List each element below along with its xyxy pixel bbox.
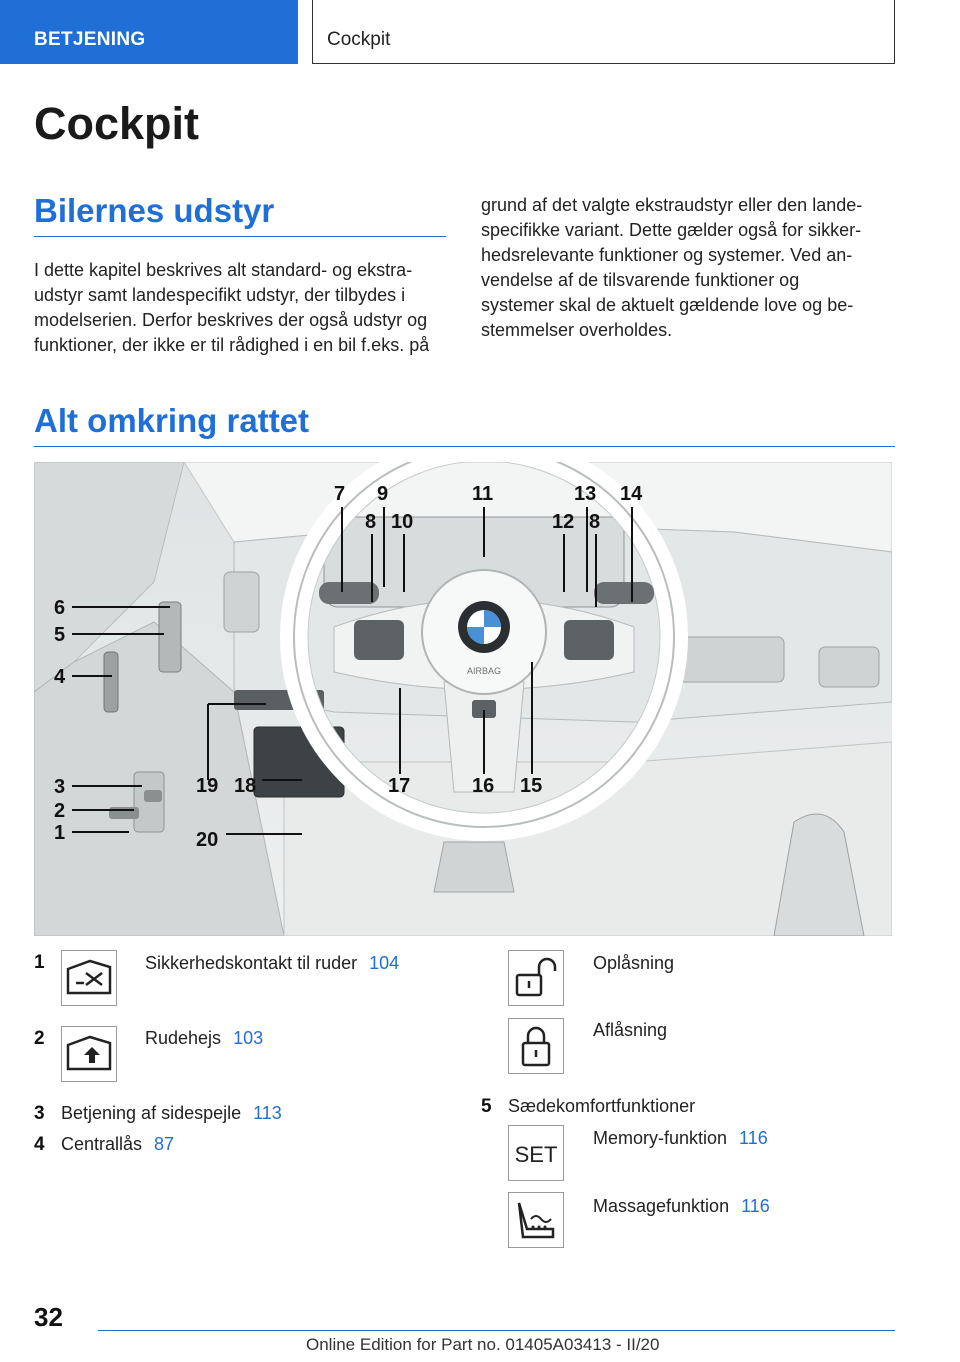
legend-number-5: 5 xyxy=(481,1096,492,1117)
text-line: vendelse af de tilsvarende funktioner og xyxy=(481,270,800,290)
window-safety-switch-icon xyxy=(61,950,117,1006)
legend-number-2: 2 xyxy=(34,1028,45,1049)
page-number: 32 xyxy=(34,1302,63,1332)
legend-number-3: 3 xyxy=(34,1103,45,1124)
wheel-badge: AIRBAG xyxy=(466,666,502,676)
callout-3: 3 xyxy=(54,776,66,798)
callout-20: 20 xyxy=(196,829,219,851)
page-title: Cockpit xyxy=(34,98,200,149)
text-line: hedsrelevante funktioner og systemer. Ved an- xyxy=(481,245,853,265)
text-line: funktioner, der ikke er til rådighed i en bil f.eks. på xyxy=(34,335,430,355)
text-line: grund af det valgte ekstraudstyr eller den lande- xyxy=(481,195,863,215)
callout-13: 13 xyxy=(574,483,597,505)
unlock-icon xyxy=(508,950,564,1006)
lock-icon xyxy=(508,1018,564,1074)
legend-label: Massagefunktion xyxy=(593,1196,730,1216)
callout-8-right: 8 xyxy=(589,511,601,533)
text-line: specifikke variant. Dette gælder også for sikker- xyxy=(481,220,862,240)
lock-subitem-lock: Aflåsning xyxy=(593,1020,668,1040)
legend-label: Centrallås xyxy=(61,1134,143,1154)
cockpit-illustration xyxy=(34,462,892,936)
window-lift-icon xyxy=(61,1026,117,1082)
callout-16: 16 xyxy=(472,775,495,797)
footer-edition: Online Edition for Part no. 01405A03413 - II/20 xyxy=(306,1335,660,1354)
legend-number-1: 1 xyxy=(34,952,45,973)
callout-18: 18 xyxy=(234,775,257,797)
legend-label: Sikkerhedskontakt til ruder xyxy=(145,953,358,973)
legend-item-1 xyxy=(145,953,399,974)
callout-8-left: 8 xyxy=(365,511,377,533)
text-line: udstyr samt landespecifikt udstyr, der tilbydes i xyxy=(34,285,406,305)
callout-10: 10 xyxy=(391,511,414,533)
section-heading-bilernes-udstyr: Bilernes udstyr xyxy=(34,192,446,237)
callout-7: 7 xyxy=(334,483,346,505)
massage-seat-icon xyxy=(508,1192,564,1248)
page-reference-link[interactable]: 87 xyxy=(154,1134,175,1154)
page-reference-link[interactable]: 113 xyxy=(253,1103,282,1123)
intro-paragraph-right xyxy=(481,193,896,343)
legend-item-2 xyxy=(145,1028,263,1049)
legend-number-4: 4 xyxy=(34,1134,45,1155)
callout-19: 19 xyxy=(196,775,219,797)
set-icon-text: SET xyxy=(514,1142,558,1167)
text-line: I dette kapitel beskrives alt standard- og ekstra- xyxy=(34,260,413,280)
callout-4: 4 xyxy=(54,666,66,688)
text-line: stemmelser overholdes. xyxy=(481,320,673,340)
legend-label: Rudehejs xyxy=(145,1028,222,1048)
cockpit-drawing xyxy=(34,462,892,936)
section-heading-alt-omkring-rattet: Alt omkring rattet xyxy=(34,402,895,447)
intro-paragraph-left xyxy=(34,258,449,358)
set-memory-icon xyxy=(508,1125,564,1181)
page-reference-link[interactable]: 116 xyxy=(739,1128,768,1148)
text-line: systemer skal de aktuelt gældende love og be- xyxy=(481,295,854,315)
chapter-tab: Cockpit xyxy=(312,0,895,64)
callout-15: 15 xyxy=(520,775,543,797)
seat-subitem-memory xyxy=(593,1128,768,1149)
callout-11: 11 xyxy=(472,483,494,505)
legend-item-3 xyxy=(61,1103,282,1124)
text-line: modelserien. Derfor beskrives der også udstyr og xyxy=(34,310,428,330)
section-tab: BETJENING xyxy=(0,0,298,64)
legend-item-5: Sædekomfortfunktioner xyxy=(508,1096,696,1116)
lock-subitem-unlock: Oplåsning xyxy=(593,953,675,973)
footer-divider xyxy=(98,1330,895,1331)
callout-1: 1 xyxy=(54,822,66,844)
seat-subitem-massage xyxy=(593,1196,770,1217)
page-reference-link[interactable]: 116 xyxy=(741,1196,770,1216)
callout-5: 5 xyxy=(54,624,66,646)
callout-6: 6 xyxy=(54,597,66,619)
page-reference-link[interactable]: 103 xyxy=(233,1028,264,1048)
callout-17: 17 xyxy=(388,775,411,797)
callout-2: 2 xyxy=(54,800,66,822)
callout-9: 9 xyxy=(377,483,389,505)
legend-item-4 xyxy=(61,1134,174,1155)
page-reference-link[interactable]: 104 xyxy=(369,953,400,973)
callout-12: 12 xyxy=(552,511,575,533)
callout-14: 14 xyxy=(620,483,643,505)
legend-label: Memory-funktion xyxy=(593,1128,728,1148)
legend-label: Betjening af sidespejle xyxy=(61,1103,242,1123)
